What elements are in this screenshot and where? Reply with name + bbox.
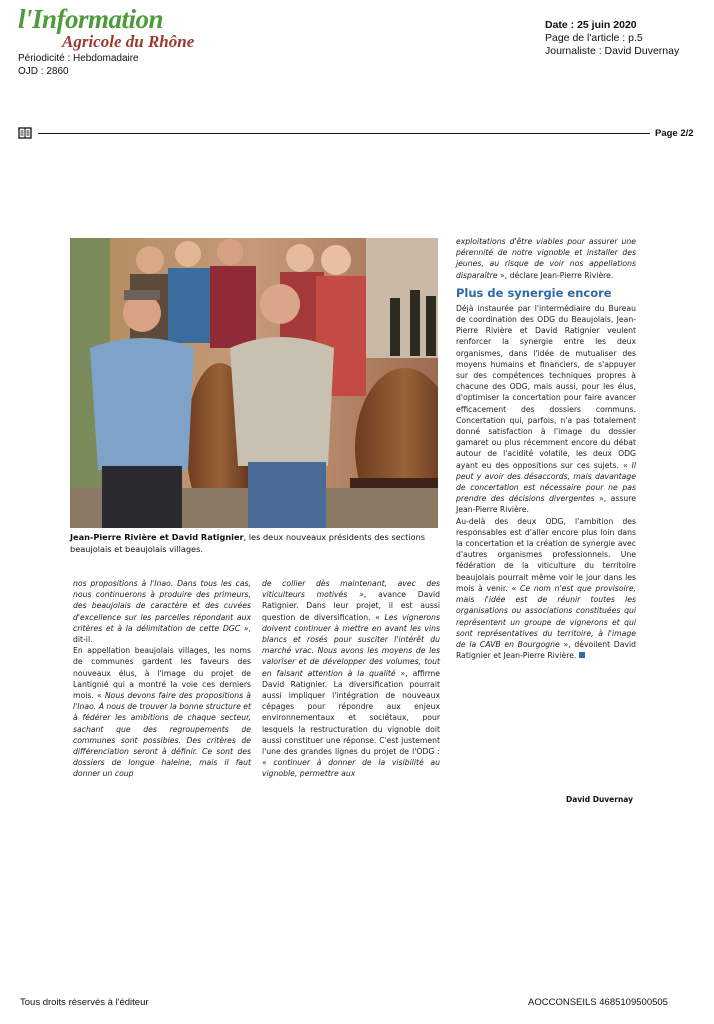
quote-text: Les vignerons doivent continuer à mettre en avant les vins blancs et rosés pour susciter l'intérêt du marché vrac. Nous avons les moyens de les valoriser et de développer des volumes, tout en faisant attention à la qualité (262, 612, 440, 678)
body-text: », déclare Jean-Pierre Rivière. (497, 270, 614, 280)
article-meta (545, 19, 679, 58)
body-text: Au-delà des deux ODG, l'ambition des responsables est d'aller encore plus loin dans la concertation et la création de synergie avec d'autres organismes professionnels. Une fédération de la viticulture du territoire beaujolais pourrait même voir le jour dans les mois à venir. « (456, 516, 636, 593)
column-3-body (456, 303, 636, 662)
page-number: Page 2/2 (655, 128, 694, 139)
article-journalist: Journaliste : David Duvernay (545, 45, 680, 57)
logo-line-2: Agricole du Rhône (62, 32, 195, 51)
body-text: », affirme David Ratignier. La diversification pourrait aussi impliquer l'intégration de nouveaux cépages pour répondre aux enjeux environnementaux et sociétaux, pour lesquels la restructuration du vignoble doit aussi constituer une réponse. C'est justement l'une des grandes lignes du projet de l'ODG : « (262, 668, 440, 768)
article-clipping (70, 236, 642, 808)
quote-text: de collier dès maintenant, avec des viticulteurs motivés » (262, 579, 440, 600)
quote-text: nos propositions à l'Inao. Dans tous les cas, nous continuerons à produire des primeurs, des beaujolais de caractère et des cuvées d'excellence sur les parcelles répondant aux critères et à la délimitation de cette DGC » (73, 579, 251, 633)
publication-logo (18, 6, 218, 51)
section-subheading: Plus de synergie encore (456, 285, 612, 300)
article-date: Date : 25 juin 2020 (545, 19, 637, 31)
article-photo (70, 238, 438, 528)
ojd-text: OJD : 2860 (18, 66, 69, 77)
caption-text: , les deux nouveaux présidents des sections beaujolais et beaujolais villages. (70, 532, 426, 554)
newspaper-icon (18, 126, 32, 140)
body-text: En appellation beaujolais villages, les noms de communes gardent les faveurs des nouveaux élus, à l'image du projet de Lantignié qui a montré la voie ces derniers mois. « (73, 646, 251, 701)
quote-text: Ce nom n'est que provisoire, mais l'idée est de réunir toutes les organisations ou associations constituées qui représentent un groupe de vignerons et qui sont représentatives du territoire, à l'image de la CAVB en Bourgogne (456, 583, 636, 649)
body-text: », assure Jean-Pierre Rivière. (456, 494, 636, 515)
author-byline: David Duvernay (566, 795, 634, 804)
quote-text: Il peut y avoir des désaccords, mais davantage de concertation est nécessaire pour ne pas prendre des décisions divergentes (456, 460, 636, 504)
column-3-intro (456, 236, 636, 281)
quote-text: continuer à donner de la visibilité au vignoble, permettre aux (262, 758, 440, 779)
publication-meta (18, 52, 139, 78)
column-3 (456, 236, 636, 661)
quote-text: Nous devons faire des propositions à l'Inao. À nous de trouver la bonne structure et à fédérer les ambitions de chaque secteur, sachant que des regroupements de communes sont possibles. Des critères de différenciation seront à définir. Ce sont des dossiers de longue haleine, mais il faut donner un coup (73, 691, 252, 779)
end-of-article-mark (579, 652, 585, 658)
quote-text: exploitations d'être viables pour assurer une pérennité de notre vignoble et installer des jeunes, au risque de voir nos appellations disparaître (456, 237, 636, 280)
article-page: Page de l'article : p.5 (545, 32, 643, 44)
document-reference: AOCCONSEILS 4685109500505 (528, 997, 668, 1008)
column-1 (73, 578, 251, 780)
photo-caption (70, 532, 438, 555)
body-text: Déjà instaurée par l'intermédiaire du Bureau de coordination des ODG du Beaujolais, Jean-Pierre Rivière et David Ratignier veulent renforcer la synergie entre les deux organismes, dans l'idée de mutualiser des moyens humains et financiers, de s'appuyer sur des compétences techniques propres à chacune des ODG, mais aussi, pour les élus, d'optimiser la concertation pour faire avancer efficacement des dossiers communs. Concertation qui, parfois, n'a pas totalement donné satisfaction à l'image du dossier gamaret ou plus récemment encore du débat autour de l'acidité volatile, les deux ODG ayant eu des oppositions sur ces sujets. « (456, 303, 636, 470)
body-text: , dit-il. (73, 623, 251, 645)
column-2 (262, 578, 440, 780)
copyright-notice: Tous droits réservés à l'éditeur (20, 997, 149, 1008)
logo-line-1: l'Information (18, 4, 164, 34)
periodicity-text: Périodicité : Hebdomadaire (18, 53, 139, 64)
body-text: , avance David Ratignier. Dans leur projet, il est aussi question de diversification. « (262, 590, 440, 622)
caption-names: Jean-Pierre Rivière et David Ratignier (70, 532, 244, 542)
header-divider (38, 133, 650, 134)
body-text: », dévoilent David Ratignier et Jean-Pierre Rivière. (456, 639, 636, 661)
